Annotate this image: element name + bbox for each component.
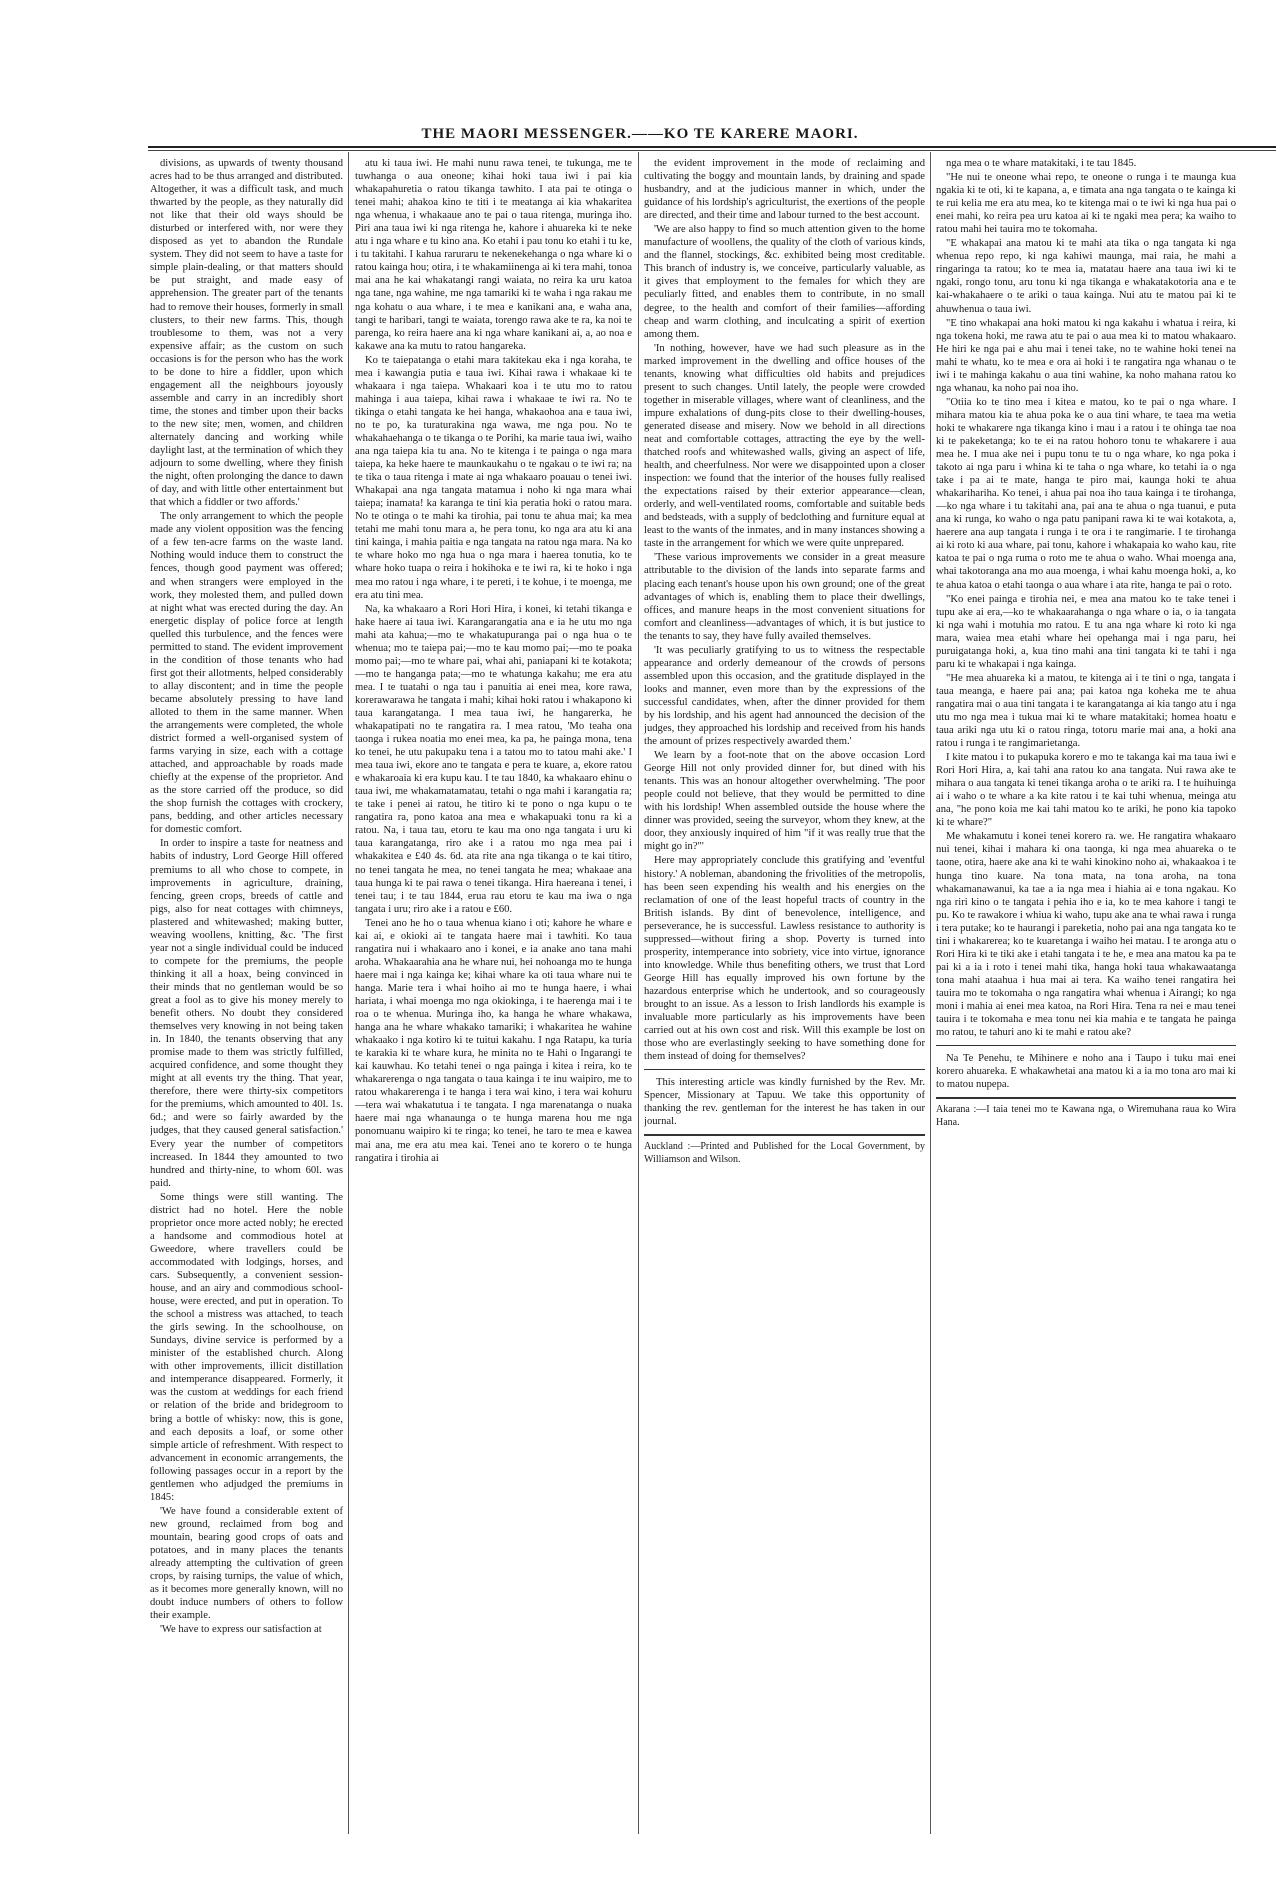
paragraph: atu ki taua iwi. He mahi nunu rawa tenei, te tukunga, me te tuwhanga o aua oneone; kihai hoki taua iwi i pai kia whakapahuretia o ratou tikanga tawhito. I ata pai te otinga o tenei mahi; ahakoa kino te titi i te meatanga ai kia whakaritea nga whenua, i whakaaue ano te pai o taua ritenga, muringa iho. Piri ana taua iwi ki nga ritenga he, kahore i ahuareka ki te neke atu i nga whare e tu kino ana. Ko etahi i pau tonu ko etahi i tu ke, i tu takitahi. I kahua raruraru te nekenekehanga o nga whare ki o ratou kainga hou; otira, i te whakamiinenga ai ki tera mahi, tonoa mai ana he kai whakatangi rangi waiata, no reira ka uru katoa nga tane, nga wahine, me nga tamariki ki te waha i nga rakau me nga kohatu o aua whare, i te mea e kanikani ana, e waha ana, tangi te haribari, tangi te waiata, torengo rawa ake te ra, ka noi te parenga, ko reira haere ana ki nga whare kanikani ai, a, ao noa e kakawe ana ka mutu to ratou hangareka.: [355, 158, 632, 352]
printer-imprint: [644, 1134, 925, 1166]
paragraph: "Otiia ko te tino mea i kitea e matou, ko te pai o nga whare. I mihara matou kia te ahua poka ke o aua tini whare, te taea ma wetia hoki te whakarere nga tikanga kino i mau i a ratou i te ohinga tae noa ki te pakeketanga; ko te ei na ratou hohoro tonu te whakarere i aua mea he. I mua ake nei i pupu tonu te tu o nga whare, ko nga poka i takoto ai nga paru i whina ki te taha o nga whare, ko tetahi ia o nga take i pa ai te mate, hanga te piro mai, kaunga hoki te ahua whakarihariha. Ko tenei, i ahua pai noa iho taua kainga i te tirohanga,—ko nga whare i tu takitahi ana, pai ana te ahua o nga tuanui, e puta ana ki runga, ko waho o nga patu panipani rawa ki te wai kotakota, a, haerere ana aup tangata i runga i te ora i te rangimarie. I te tirohanga ai ki roto ki aua whare, pai tonu, kahore i whakapaia ko waho kau, rite katoa te pai o nga ruma o roto me te ahua o waho. Whai moenga ana, whai takotoranga ana mo aua moenga, i whai kahu moenga hoki, a, ko te ahua katoa o etahi taonga o aua whare i ata rite, hanga te pai o roto.: [936, 396, 1236, 591]
column-divider: [348, 152, 349, 1834]
paragraph: "He nui te oneone whai repo, te oneone o runga i te maunga kua ngakia ki te oti, ki te kapana, a, e timata ana nga tangata o te kainga ki te rui kelia me era atu mea, ko te kitenga mai o te iwi ki nga hua pai o enei mahi, ko reira pea uru katoa ai ki te ngaki mea pera; ka waiho to ratou mahi hei tauira mo te tokomaha.: [936, 172, 1236, 236]
paragraph: nga mea o te whare matakitaki, i te tau 1845.: [946, 158, 1137, 169]
paragraph: "Ko enei painga e tirohia nei, e mea ana matou ko te take tenei i tupu ake ai era,—ko te whakaarahanga o nga whare o ia, o ia tangata ki nga wahi i motuhia mo ratou. E tu ana nga whare ki roto ki nga mara, waiea mea etahi whare hei opehanga mai i nga paru, hei puruigatanga hoki, a, kua tino mahi ana tini tangata ki te tahi i nga paru ki te whakapai i nga kainga.: [936, 593, 1236, 670]
column-1-english: [150, 157, 343, 1832]
column-2-maori: [355, 157, 632, 1832]
paragraph: Na, ka whakaaro a Rori Hori Hira, i konei, ki tetahi tikanga e hake haere ai taua iwi. Karangarangatia ana e ia he utu mo nga mahi ata kahua;—mo te whakatupuranga pai o nga hua o te whenua; mo te taiepa pai;—mo te kau momo pai;—mo te poaka momo pai;—mo te whare pai, whai ahi, paniapani ki te kotakota;—mo te hanganga pata;—mo te whatunga kakahu; me era atu mea. I te tuatahi o nga tau i panuitia ai enei mea, kore rawa, korerawarawa he tangata i mahi; kihai hoki ratou i whakapono ki taua karangatanga. I mea taua iwi, he hangarerka, he whakapatipati no te rangatira ra. I mea ratou, 'Mo teaha ona taonga i rukea noatia mo enei mea, ka pa, he painga mona, tena ko tenei, he utu pakupaku tena i a tatou mo to tatou mahi ake.' I mea taua iwi, ekore ano te tangata e pera te kuare, a, ekore ratou e whakaroaia ki era kupu kau. I te tau 1840, ka whakaaro ehinu o taua iwi, me whakamatamatau, tetahi o nga mahi i karangatia ra; te take i penei ai ratou, he titiro ki te pono o nga kupu o te rangatira ra, pono katoa ana mea e whakapuaki tonu ra ki a ratou. Na, i taua tau, etoru te kau ma ono nga tangata i uru ki taua karangatanga, riro ake i a ratou mo nga mea pai i whakakitea e £40 4s. 6d. ata rite ana nga tikanga o te kai titiro, no tenei tangata he mea, no tenei tangata he mea; whakaae ana taua hunga ki te pai rawa o tenei tikanga. Hira haereana i tenei, i tenei tau; i te tau 1844, erua rau etoru te kau ma iwa o nga tangata i uru; riro ake i a ratou e £60.: [355, 603, 632, 915]
paragraph: the evident improvement in the mode of reclaiming and cultivating the boggy and mountain lands, by draining and spade husbandry, and at the judicious manner in which, under the guidance of his lordship's agriculturist, the exertions of the people are directed, and their time and labour turned to the best account.: [644, 158, 925, 222]
paragraph: 'We have found a considerable extent of new ground, reclaimed from bog and mountain, bearing good crops of oats and potatoes, and in many places the tenants already attempting the cultivation of green crops, by raising turnips, the value of which, as it becomes more generally known, will no doubt induce numbers of others to follow their example.: [150, 1505, 343, 1622]
column-divider: [638, 152, 639, 1834]
paragraph: Tenei ano he ho o taua whenua kiano i oti; kahore he whare e kai ai, e okioki ai te tangata haere mai i tawhiti. Ko taua rangatira nui i whakaaro ano i konei, e ia anake ano tana mahi aroha. Whakaarahia ana he whare nui, hei nohoanga mo te hunga haere mai i nga kainga ke; kihai whare ka oti taua whare nui te hanga. Marie tera i whai hoiho ai mo te hunga haere, i whai hariata, i whai moenga mo nga okiokinga, i te haerenga mai i te roa o te whenua. Muringa iho, ka hanga he whare whakawa, hanga ana he whare whakako tamariki; i whakaritea he wahine whakaako i nga kotiro ki te tuitui kakahu. I nga Ratapu, ka turia te karakia ki te whare kura, he minita no te Hahi o Ingarangi te kai kauwhau. Ko tetahi tenei o nga painga i kitea i reira, ko te whakarerenga o nga tangata o taua kainga i te inu waipiro, me to ratou whakarerenga i te hanga i tera wai kino, i tera wai kohuru—tera wai whakatutua i te tangata. I nga marenatanga o nuaka haere mai nga whanaunga o te hunga marena hou me nga ponomuanu waipiro ki te ringa; ko tenei, he taro te mea e kawea mai ana, me era atu mea kai. Tenei ano te korero o te hunga rangatira i tirohia ai: [355, 917, 632, 1164]
header-rule: [148, 146, 1276, 148]
editorial-note: [644, 1069, 925, 1128]
paragraph: divisions, as upwards of twenty thousand acres had to be thus arranged and distributed. Altogether, it was a difficult task, and much thwarted by the people, as they naturally did not like that their old ways should be disturbed or interfered with, nor were they disposed as yet to abandon the Rundale system. They did not seem to have a taste for simple plain-dealing, or that matters should be put straight, and made easy of apprehension. The greater part of the tenants had to remove their houses, formerly in small clusters, to their new farms. This, though troublesome to them, was not a very expensive affair; as the custom on such occasions is for the person who has the work to be done to hire a fiddler, upon which engagement all the neighbours joyously assemble and carry in an incredibly short time, the stones and timber upon their backs to the new site; men, women, and children alternately dancing and working while daylight last, at the termination of which they adjourn to some dwelling, where they finish the night, often prolonging the dance to dawn of day, and with little other entertainment but that which a fiddler or two affords.': [150, 158, 343, 509]
printer-imprint-maori: [936, 1097, 1236, 1129]
header-rule-thin: [148, 150, 1276, 151]
paragraph: Some things were still wanting. The district had no hotel. Here the noble proprietor once more acted nobly; he erected a handsome and commodious hotel at Gweedore, where travellers could be accommodated with lodgings, horses, and cars. Subsequently, a convenient session-house, and an airy and commodious school-house, were erected, and put in operation. To the school a mistress was attached, to teach the girls sewing. In the schoolhouse, on Sundays, divine service is performed by a minister of the established church. Along with other improvements, illicit distillation and intemperance disappeared. Formerly, it was the custom at weddings for each friend or relation of the bride and bridegroom to bring a bottle of whisky: now, this is gone, and each deposits a loaf, or some other simple article of refreshment. With respect to advancement in economic arrangements, the following passages occur in a report by the gentlemen who adjudged the premiums in 1845:: [150, 1191, 343, 1503]
paragraph: 'It was peculiarly gratifying to us to witness the respectable appearance and orderly demeanour of the crowds of persons assembled upon this occasion, and the gratitude displayed in the looks and manner, even more than by the expressions of the successful candidates, when, after the dinner provided for them by his lordship, and his agent had announced the decision of the judges, they approached his lordship and received from his hands the amount of prizes respectively awarded them.': [644, 644, 925, 748]
paragraph: 'We are also happy to find so much attention given to the home manufacture of woollens, the quality of the cloth of various kinds, and the flannel, stockings, &c. exhibited being most creditable. This branch of industry is, we conceive, particularly valuable, as it gives that employment to the females for which they are peculiarly fitted, and enables them to contribute, in no small degree, to the health and comfort of their families—affording cheap and warm clothing, and inculcating a spirit of exertion among them.: [644, 224, 925, 340]
column-divider: [930, 152, 931, 1834]
paragraph: 'These various improvements we consider in a great measure attributable to the division of the lands into separate farms and placing each tenant's house upon his own ground; one of the great advantages of which is, enabling them to place their dwellings, offices, and manure heaps in the most convenient situations for comfort and cleanliness—advantages of which, it is but justice to the tenants to say, they have fully availed themselves.: [644, 552, 925, 642]
paragraph: In order to inspire a taste for neatness and habits of industry, Lord George Hill offered premiums to all who chose to compete, in improvements in agriculture, draining, fencing, green crops, breeds of cattle and pigs, also for neat cottages with chimneys, plastered and whitewashed; making butter, weaving woollens, knitting, &c. 'The first year not a single individual could be induced to compete for the premiums, the people thinking it all a hoax, being convinced in their minds that no gentleman would be so great a fool as to give his money merely to benefit others. No doubt they considered themselves very knowing in not being taken in. In 1840, the tenants observing that any promise made to them was strictly fulfilled, acquired confidence, and some thought they might at all events try the thing. That year, therefore, there were thirty-six competitors for the premiums, which amounted to 40l. 1s. 6d.; and were so fairly awarded by the judges, that they caused general satisfaction.' Every year the number of competitors increased. In 1844 they amounted to two hundred and thirty-nine, to whom 60l. was paid.: [150, 838, 343, 1189]
imprint-text: Auckland :—Printed and Published for the Local Government, by Williamson and Wilson.: [644, 1141, 925, 1166]
note-text: This interesting article was kindly furnished by the Rev. Mr. Spencer, Missionary at Tapuu. We take this opportunity of thanking the rev. gentleman for the interest he has taken in our journal.: [644, 1077, 925, 1128]
column-4-maori: [936, 157, 1236, 1832]
paragraph: "E whakapai ana matou ki te mahi ata tika o nga tangata ki nga whenua repo repo, ki nga kahiwi maunga, mai raia, he mahi a ringaringa ta ratou; ko te mea ia, matatau haere ana taua iwi ki te ngaki, rongo tonu, aru tonu ki nga tikanga e whakatakotoria ana e te kai-whakahaere o te ariki o taua kainga. Nui atu te matou pai ki te ahuwhenua o taua iwi.: [936, 238, 1236, 315]
paragraph: The only arrangement to which the people made any violent opposition was the fencing of a few ten-acre farms on the waste land. Nothing would induce them to construct the fences, though good payment was offered; and when strangers were employed in the work, they molested them, and pulled down at night what was erected during the day. An energetic display of police force at length quelled this turbulence, and the fences were permitted to stand. The evident improvement in the condition of those tenants who had first got their allotments, helped considerably to allay discontent; and in time the people became absolutely pressing to have land alloted to them in the same manner. When the arrangements were completed, the whole district formed a well-organised system of farms varying in size, each with a cottage attached, and approachable by roads made chiefly at the expense of the proprietor. And as the store carried off the produce, so did the shop furnish the cottages with crockery, pans, bedding, and other articles necessary for domestic comfort.: [150, 511, 343, 836]
running-header: THE MAORI MESSENGER.——KO TE KARERE MAORI.: [421, 126, 859, 142]
paragraph: 'We have to express our satisfaction at: [160, 1624, 322, 1636]
imprint-text: Akarana :—I taia tenei mo te Kawana nga, o Wiremuhana raua ko Wira Hana.: [936, 1104, 1236, 1129]
paragraph: "E tino whakapai ana hoki matou ki nga kakahu i whatua i reira, ki nga tokena hoki, me rawa atu te pai o aua mea ki to matou whakaaro. He hiri ke nga pai e ahu mai i tenei take, no te wahine hoki tenei na mahi te whatu, ko te mea e ora ai hoki i te rangatira nga whanau o te iwi i te mahinga kakahu o aua tini wahine, ka noho mahana ratou ko nga whanau, ka noho pai noa iho.: [936, 317, 1236, 394]
paragraph: Here may appropriately conclude this gratifying and 'eventful history.' A nobleman, abandoning the frivolities of the metropolis, has been seen expending his wealth and his energies on the reclamation of one of the least hopeful tracts of country in the British islands. By dint of benevolence, intelligence, and perseverance, he is successful. Lawless resistance to authority is suppressed—without firing a shop. Poverty is turned into prosperity, intemperance into sobriety, vice into virtue, ignorance into knowledge. While thus benefiting others, we trust that Lord George Hill has equally improved his own fortune by the hazardous enterprise which he undertook, and so courageously brought to an issue. As a lesson to Irish landlords his example is invaluable more particularly as his improvements have been carried out at his own cost and risk. Will this example be lost on those who are everlastingly seeking to have something done for them instead of doing for themselves?: [644, 855, 925, 1063]
paragraph: Ko te taiepatanga o etahi mara takitekau eka i nga koraha, te mea i kawangia putia e taua iwi. Kihai rawa i whakaae ki te whakaara i nga taiepa. Whakaari koa i te utu mo to ratou mahinga i aua taiepa, kihai rawa i whakaae te iwi ra. No te tikinga o etahi tangata ke hei hanga, whakaohoa ana e taua iwi, no te po, ka turaturakina nga wawa, me nga pou. No te whakahaehanga o te tikanga o te Porihi, ka marie taua iwi, waiho ana nga taiepa kia tu ana. No te kitenga i te painga o nga mara taiepa, ka heke haere te maunkaukahu o te ngakau o te iwi ra; na te tika o taua ritenga i mate ai nga whakaaro poauau o tenei iwi. Whakapai ana nga tangata matamua i noho ki nga mara whai taiepa; inamata! ka karanga te tini kia peratia hoki o ratou mara. No te otinga o te mahi ka tirohia, pai tonu te ahua mai; ka mea tetahi me mahi tonu mara a, he pera tonu, ko nga ara atu ki ana tini kainga, i mahia paitia e nga tangata na ratou nga mara. Na ko te whare hoko mo nga hua o nga mara i haerea tonutia, ko te whare hoko tuapa o reira i hokihoka e te iwi ra, ki te hoko i nga mea mo ratou i nga whare, i te pereti, i te kohue, i te moenga, me era atu tini mea.: [355, 354, 632, 601]
editorial-notice-maori: [936, 1045, 1236, 1091]
paragraph: "He mea ahuareka ki a matou, te kitenga ai i te tini o nga, tangata i taua meanga, e haere pai ana; pai katoa nga koheka me te ahua rangatira mai o aua tini tangata i te karangatanga ai kia tango atu i nga utu mo nga mea i tukua mai ki te whare matakitaki; homea hoatu e taua ariki nga utu ki o ratou ringa, totoru marie mai ana, a hoki ana ratou i runga i te rangimarietanga.: [936, 672, 1236, 750]
column-3-english: [644, 157, 925, 1832]
paragraph: I kite matou i to pukapuka korero e mo te takanga kai ma taua iwi e Rori Hori Hira, a, kai tahi ana ratou ko ana tangata. Nui rawa ake te mihara o aua tangata ki tenei tikanga aroha o te ariki ra. I te huihuinga ai i waho o te whare a ka kite ratou i te kai tuhi whenua, meinga atu ana, "he pono koia me kai tahi matou ko te ariki, he pono kia tapoko ki te whare?": [936, 752, 1236, 829]
paragraph: Me whakamutu i konei tenei korero ra. we. He rangatira whakaaro nui tenei, kihai i mahara ki ona taonga, ki nga mea ahuareka o te taone, otira, haere ake ana ki te wahi kinokino noho ai, whakaakoa i te hunga tino kuare. Na tona mata, na tona aroha, na tona whakamanawanui, ka tae a ia nga mea i hiahia ai e tona ngakau. Ko nga riri kino o te tangata i pehia iho e ia, ko te mea kahore i tangi te pu. Ko te rawakore i whiua ki waho, tupu ake ana te whai rawa i runga i tera putake; ko te haurangi i pareketia, noho pai ana nga tangata ko te tini i whakarerea; ko te kuaretanga i waiho hei matau. I te aronga atu o Rori Hira ki te tiki ake i etahi tangata i te he, e mea ana matou ka pa te pai ki a ia i roto i tenei mahi tika, hanga hoki taua whakawaatanga tona mahi ataahua i hua mai ai tera. Ka waiho tenei rangatira hei tauira mo te tokomaha o nga rangatira whai whenua i Airangi; ko nga moni i mahia ai enei mea katoa, na Rori Hira. Tena ra nei e mau tenei tauira i te tokomaha e mea tonu nei kia mahia e te tangata he painga mo ratou, te tahuri ano ki te mahi e ratou ake?: [936, 831, 1236, 1039]
notice-text: Na Te Penehu, te Mihinere e noho ana i Taupo i tuku mai enei korero ahuareka. E whakawhetai ana matou ki a ia mo tona aro mai ki to matou nupepa.: [936, 1053, 1236, 1091]
paragraph: 'In nothing, however, have we had such pleasure as in the marked improvement in the dwelling and office houses of the tenants, knowing what difficulties old habits and prejudices present to such changes. Until lately, the people were crowded together in miserable villages, where want of cleanliness, and the impure exhalations of dung-pits close to their dwelling-houses, generated disease and misery. Now we behold in all directions neat and comfortable cottages, attracting the eye by the well-thatched roofs and whitewashed walls, giving an aspect of life, health, and cheerfulness. Nor were we disappointed upon a closer inspection: we found that the interior of the houses fully realised the expectations raised by their exterior appearance—clean, orderly, and well-ventilated rooms, comfortable and suitable beds and bedsteads, with a supply of bedclothing and furniture equal at least to the wants of the inmates, and in many instances showing a taste in the arrangement for which we were quite unprepared.: [644, 342, 925, 550]
paragraph: We learn by a foot-note that on the above occasion Lord George Hill not only provided dinner for, but dined with his tenants. This was an honour altogether overwhelming. 'The poor people could not believe, that they would be permitted to dine with his lordship! When assembled outside the house where the dinner was provided, seeing the surveyor, whom they knew, at the door, they anxiously inquired of him "if it was really true that the might go in?"': [644, 750, 925, 853]
